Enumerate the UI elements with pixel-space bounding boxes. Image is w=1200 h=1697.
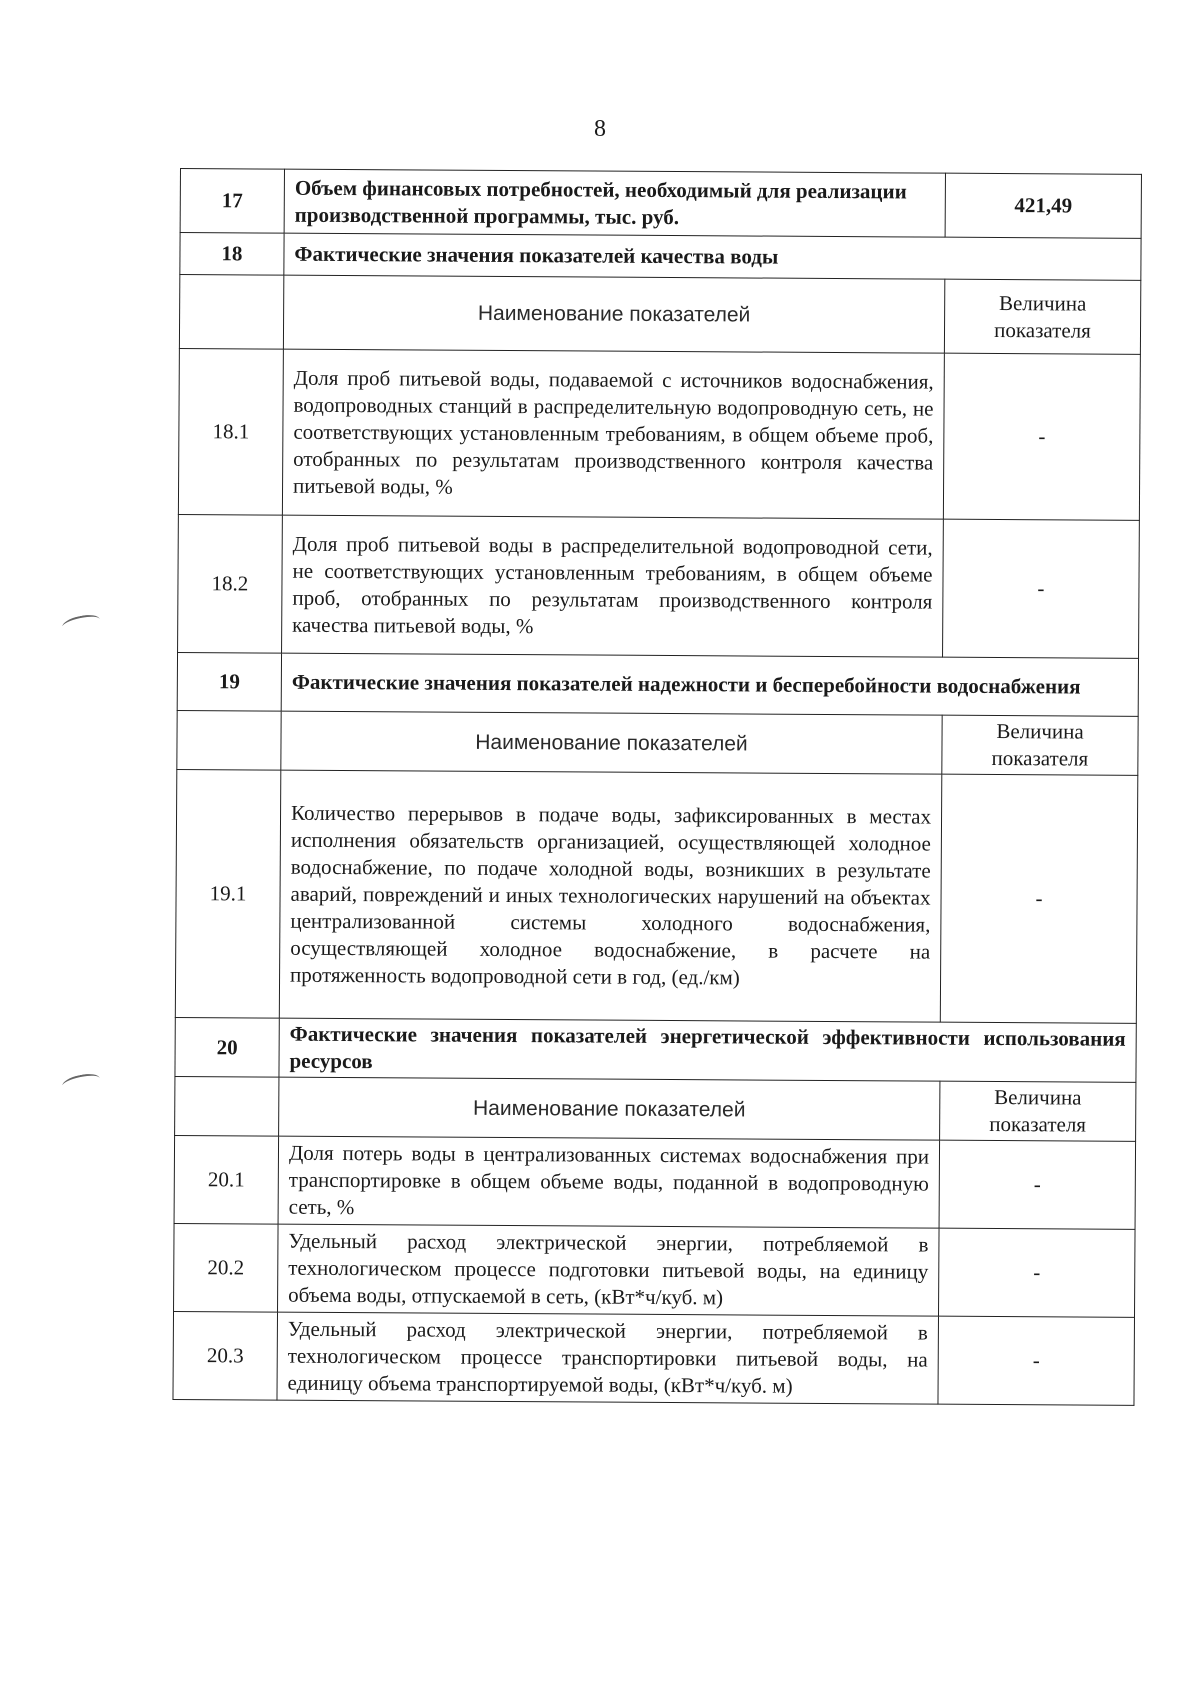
indicator-value: - <box>943 519 1140 658</box>
indicator-value-header: Величина показателя <box>942 715 1138 775</box>
indicator-value-header: Величина показателя <box>940 1081 1136 1141</box>
row-value: 421,49 <box>945 173 1141 238</box>
table-row-19 <box>177 652 1138 716</box>
table-row-20 <box>175 1017 1136 1082</box>
indicator-value: - <box>940 774 1138 1023</box>
indicator-value-header: Величина показателя <box>944 279 1140 354</box>
empty-cell <box>175 1076 279 1136</box>
punch-mark-lower <box>61 1071 101 1093</box>
table-subheader-19 <box>177 710 1138 775</box>
row-number: 20.2 <box>174 1223 279 1312</box>
indicator-value: - <box>938 1316 1135 1405</box>
indicator-value: - <box>939 1140 1136 1229</box>
table-subheader-18 <box>179 275 1140 355</box>
row-number: 18 <box>180 233 284 276</box>
indicator-name-header: Наименование показателей <box>279 1077 940 1140</box>
table-row-20-3 <box>173 1311 1135 1405</box>
indicators-table <box>172 168 1142 1406</box>
indicator-description: Доля проб питьевой воды в распределительной водопроводной сети, не соответствующих установленным требованиям, в общем объеме проб, отобранных по результатам производственного контроля качества питьевой воды, % <box>282 515 944 657</box>
row-number: 19 <box>177 652 281 711</box>
empty-cell <box>179 275 283 350</box>
section-title: Фактические значения показателей энергетической эффективности использования ресурсов <box>279 1018 1136 1082</box>
row-number: 17 <box>180 169 284 234</box>
indicator-name-header: Наименование показателей <box>281 711 942 774</box>
row-number: 20.1 <box>174 1135 279 1224</box>
punch-mark-upper <box>61 612 101 634</box>
indicator-description: Удельный расход электрической энергии, потребляемой в технологическом процессе транспортировки питьевой воды, на единицу объема транспортируемой воды, (кВт*ч/куб. м) <box>277 1312 939 1404</box>
row-number: 19.1 <box>175 769 281 1018</box>
indicator-description: Доля проб питьевой воды, подаваемой с источников водоснабжения, водопроводных станций в распределительную водопроводную сеть, не соответствующих установленным требованиям, в общем объеме проб, отобранных по результатам производственного контроля качества питьевой воды, % <box>282 349 944 519</box>
empty-cell <box>177 710 281 770</box>
table-row-18-2 <box>178 514 1140 658</box>
table-row-18-1 <box>178 348 1140 520</box>
indicator-value: - <box>943 353 1140 520</box>
row-number: 18.1 <box>178 348 283 515</box>
table-row-20-2 <box>174 1223 1136 1317</box>
section-title: Фактические значения показателей качества воды <box>284 233 1141 280</box>
indicator-name-header: Наименование показателей <box>283 275 944 353</box>
table-subheader-20 <box>175 1076 1136 1141</box>
page-number: 8 <box>594 116 606 142</box>
indicator-description: Доля потерь воды в централизованных системах водоснабжения при транспортировке в общем объеме воды, поданной в водопроводную сеть, % <box>278 1136 940 1228</box>
indicator-description: Удельный расход электрической энергии, потребляемой в технологическом процессе подготовки питьевой воды, на единицу объема воды, отпускаемой в сеть, (кВт*ч/куб. м) <box>278 1224 940 1316</box>
indicator-value: - <box>939 1228 1136 1317</box>
table-row-20-1 <box>174 1135 1136 1229</box>
section-title: Фактические значения показателей надежности и бесперебойности водоснабжения <box>281 653 1138 716</box>
indicator-description: Количество перерывов в подаче воды, зафиксированных в местах исполнения обязательств организацией, осуществляющей холодное водоснабжение, по подаче холодной воды, возникших в результате аварий, повреждений и иных технологических нарушений на объектах централизованной системы холодного водоснабжения, осуществляющей холодное водоснабжение, в расчете на протяженность водопроводной сети в год, (ед./км) <box>279 770 942 1022</box>
row-number: 18.2 <box>178 514 283 653</box>
table-row-17 <box>180 169 1141 239</box>
table-row-19-1 <box>175 769 1137 1023</box>
row-title: Объем финансовых потребностей, необходимый для реализации производственной программы, тыс. руб. <box>284 169 945 237</box>
row-number: 20.3 <box>173 1311 278 1400</box>
row-number: 20 <box>175 1017 279 1077</box>
table-row-18 <box>180 233 1141 281</box>
